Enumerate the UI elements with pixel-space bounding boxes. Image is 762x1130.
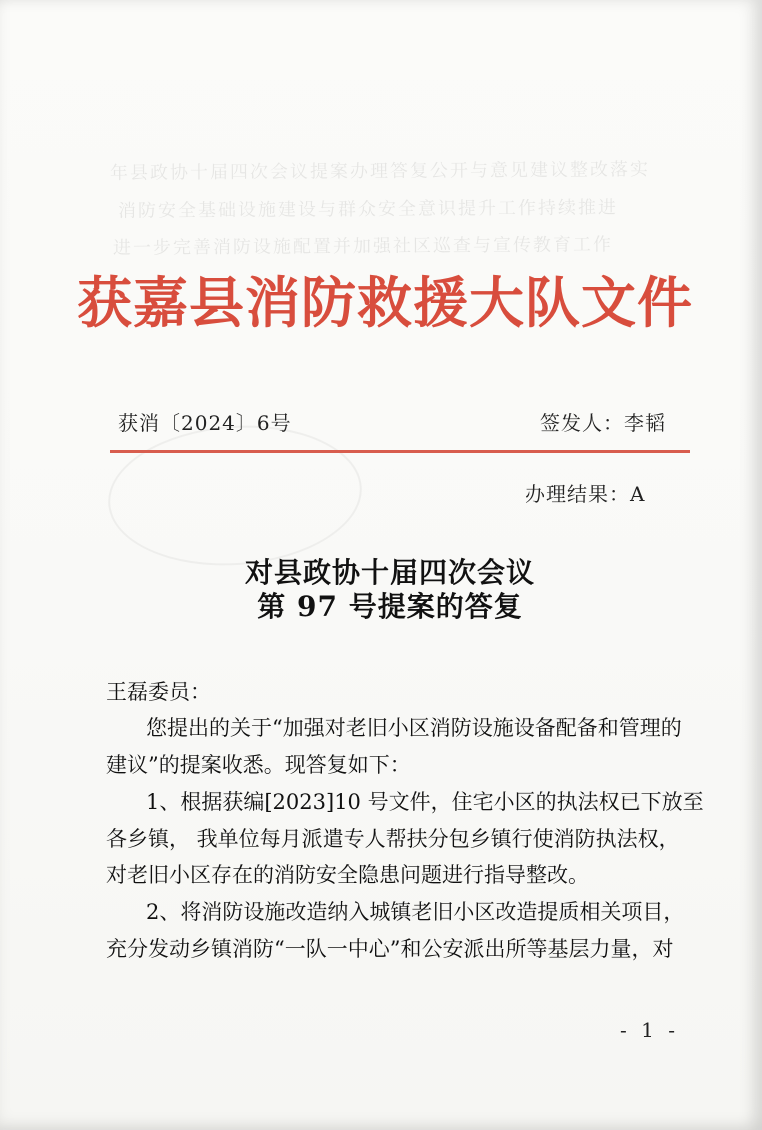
paragraph-line: 您提出的关于“加强对老旧小区消防设施设备配备和管理的 xyxy=(146,716,682,740)
bleed-through-line-3: 进一步完善消防设施配置并加强社区巡查与宣传教育工作 xyxy=(112,234,614,259)
faint-stamp-mark xyxy=(103,417,366,573)
reply-title-line-1: 对县政协十届四次会议 xyxy=(244,556,535,589)
processing-result: 办理结果：A xyxy=(525,482,646,506)
header-divider xyxy=(110,450,690,453)
paragraph-line: 对老旧小区存在的消防安全隐患问题进行指导整改。 xyxy=(106,863,589,887)
bleed-through-line-2: 消防安全基础设施建设与群众安全意识提升工作持续推进 xyxy=(117,197,619,222)
paragraph-line: 充分发动乡镇消防“一队一中心”和公安派出所等基层力量，对 xyxy=(106,937,674,961)
reply-title-line-2: 第 97 号提案的答复 xyxy=(257,590,523,623)
bleed-through-line-1: 年县政协十届四次会议提案办理答复公开与意见建议整改落实 xyxy=(109,159,651,184)
issuer-label: 签发人：李韬 xyxy=(540,411,666,435)
paragraph-line: 1、根据获编[2023]10 号文件，住宅小区的执法权已下放至 xyxy=(146,790,704,814)
document-number: 获消〔2024〕6号 xyxy=(118,411,292,435)
salutation: 王磊委员： xyxy=(106,680,211,704)
paragraph-line: 2、将消防设施改造纳入城镇老旧小区改造提质相关项目， xyxy=(146,900,685,924)
page-number: - 1 - xyxy=(620,1018,679,1042)
paragraph-line: 建议”的提案收悉。现答复如下： xyxy=(106,753,411,777)
paragraph-line: 各乡镇， 我单位每月派遣专人帮扶分包乡镇行使消防执法权， xyxy=(106,827,680,851)
document-title-red: 获嘉县消防救援大队文件 xyxy=(76,270,693,335)
